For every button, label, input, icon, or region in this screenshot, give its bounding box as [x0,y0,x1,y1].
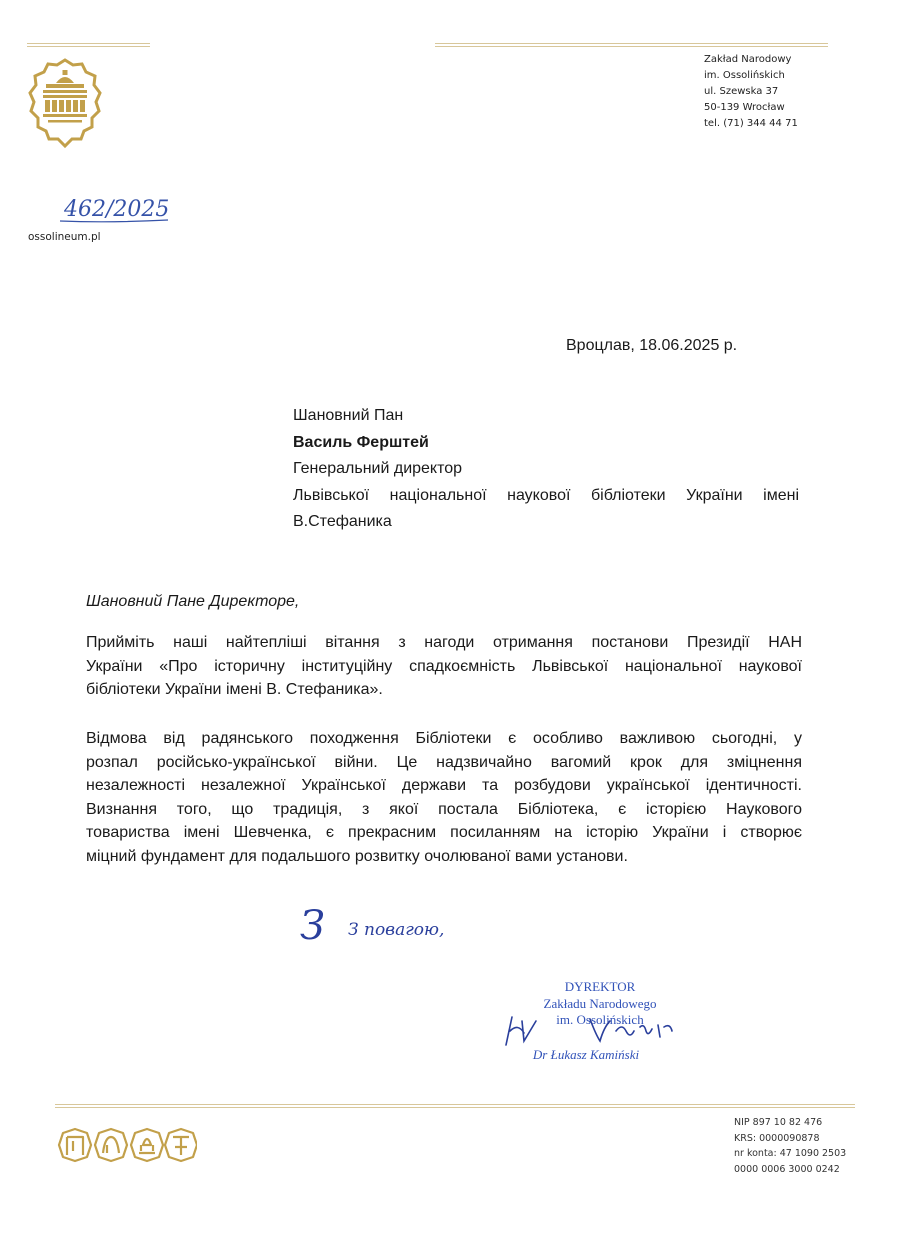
website-url: ossolineum.pl [28,231,101,243]
salutation: Шановний Пане Директоре, [86,593,300,610]
footer-line: NIP 897 10 82 476 [734,1117,823,1128]
paragraph-line: міцний фундамент для подальшого розвитку очолюваної вами установи. [86,847,628,865]
address-line: ul. Szewska 37 [704,86,779,97]
recipient-position: Генеральний директор [293,460,463,477]
paragraph-line: товариства імені Шевченка, є прекрасним посиланням на історію України і створює [86,824,802,841]
recipient-organization: Львівської національної наукової бібліотеки України імені [293,486,799,504]
stamp-institution-cont: im. Ossolińskich [556,1012,644,1027]
handwritten-closing-initial: З [300,903,325,949]
footer-line: KRS: 0000090878 [734,1132,820,1144]
ossolineum-ornament-icon [55,1117,197,1173]
address-line: tel. (71) 344 44 71 [704,118,798,129]
handwritten-closing [300,895,500,965]
ossolineum-logo-icon [26,57,104,151]
stamp-title: DYREKTOR [564,979,636,994]
stamp-institution: Zakładu Narodowego [543,996,657,1011]
address-line: im. Ossolińskich [704,70,785,81]
paragraph-line: Визнання того, що традиція, з якої постала Бібліотека, є історією Наукового [86,800,802,818]
registration-number-text: 462/2025 [64,197,170,222]
footer-divider [55,1104,855,1108]
footer-line: 0000 0006 3000 0242 [734,1163,840,1175]
header-divider-left [27,43,150,47]
registration-number [60,192,170,226]
recipient-honorific: Шановний Пан [293,407,404,424]
handwritten-closing-text: З повагою, [348,920,445,940]
address-line: 50-139 Wrocław [704,102,785,113]
recipient-block [293,403,799,536]
paragraph-line: незалежності незалежної Української держави та розбудови української ідентичності. [86,777,802,794]
paragraph-line: Прийміть наші найтепліші вітання з нагоди отримання постанови Президії НАН [86,634,802,651]
header-divider-right [435,43,828,47]
paragraph-line: України «Про історичну інституційну спадкоємність Львівської національної наукової [86,657,802,675]
body-paragraph-2 [86,727,802,868]
address-line: Zakład Narodowy [704,54,792,65]
paragraph-line: розпал російсько-української війни. Це надзвичайно вагомий крок для зміцнення [86,753,802,771]
body-paragraph-1 [86,631,802,702]
footer-line: nr konta: 47 1090 2503 [734,1148,847,1159]
place-and-date: Вроцлав, 18.06.2025 р. [566,337,738,354]
paragraph-line: Відмова від радянського походження Бібліотеки є особливо важливою сьогодні, у [86,730,802,747]
recipient-name: Василь Ферштей [293,433,429,451]
recipient-organization-cont: В.Стефаника [293,513,392,530]
director-stamp [500,975,700,1070]
sender-address [704,52,798,132]
footer-registration-info [734,1115,846,1177]
paragraph-line: бібліотеки України імені В. Стефаника». [86,681,383,698]
stamp-director-name: Dr Łukasz Kamiński [532,1047,640,1062]
